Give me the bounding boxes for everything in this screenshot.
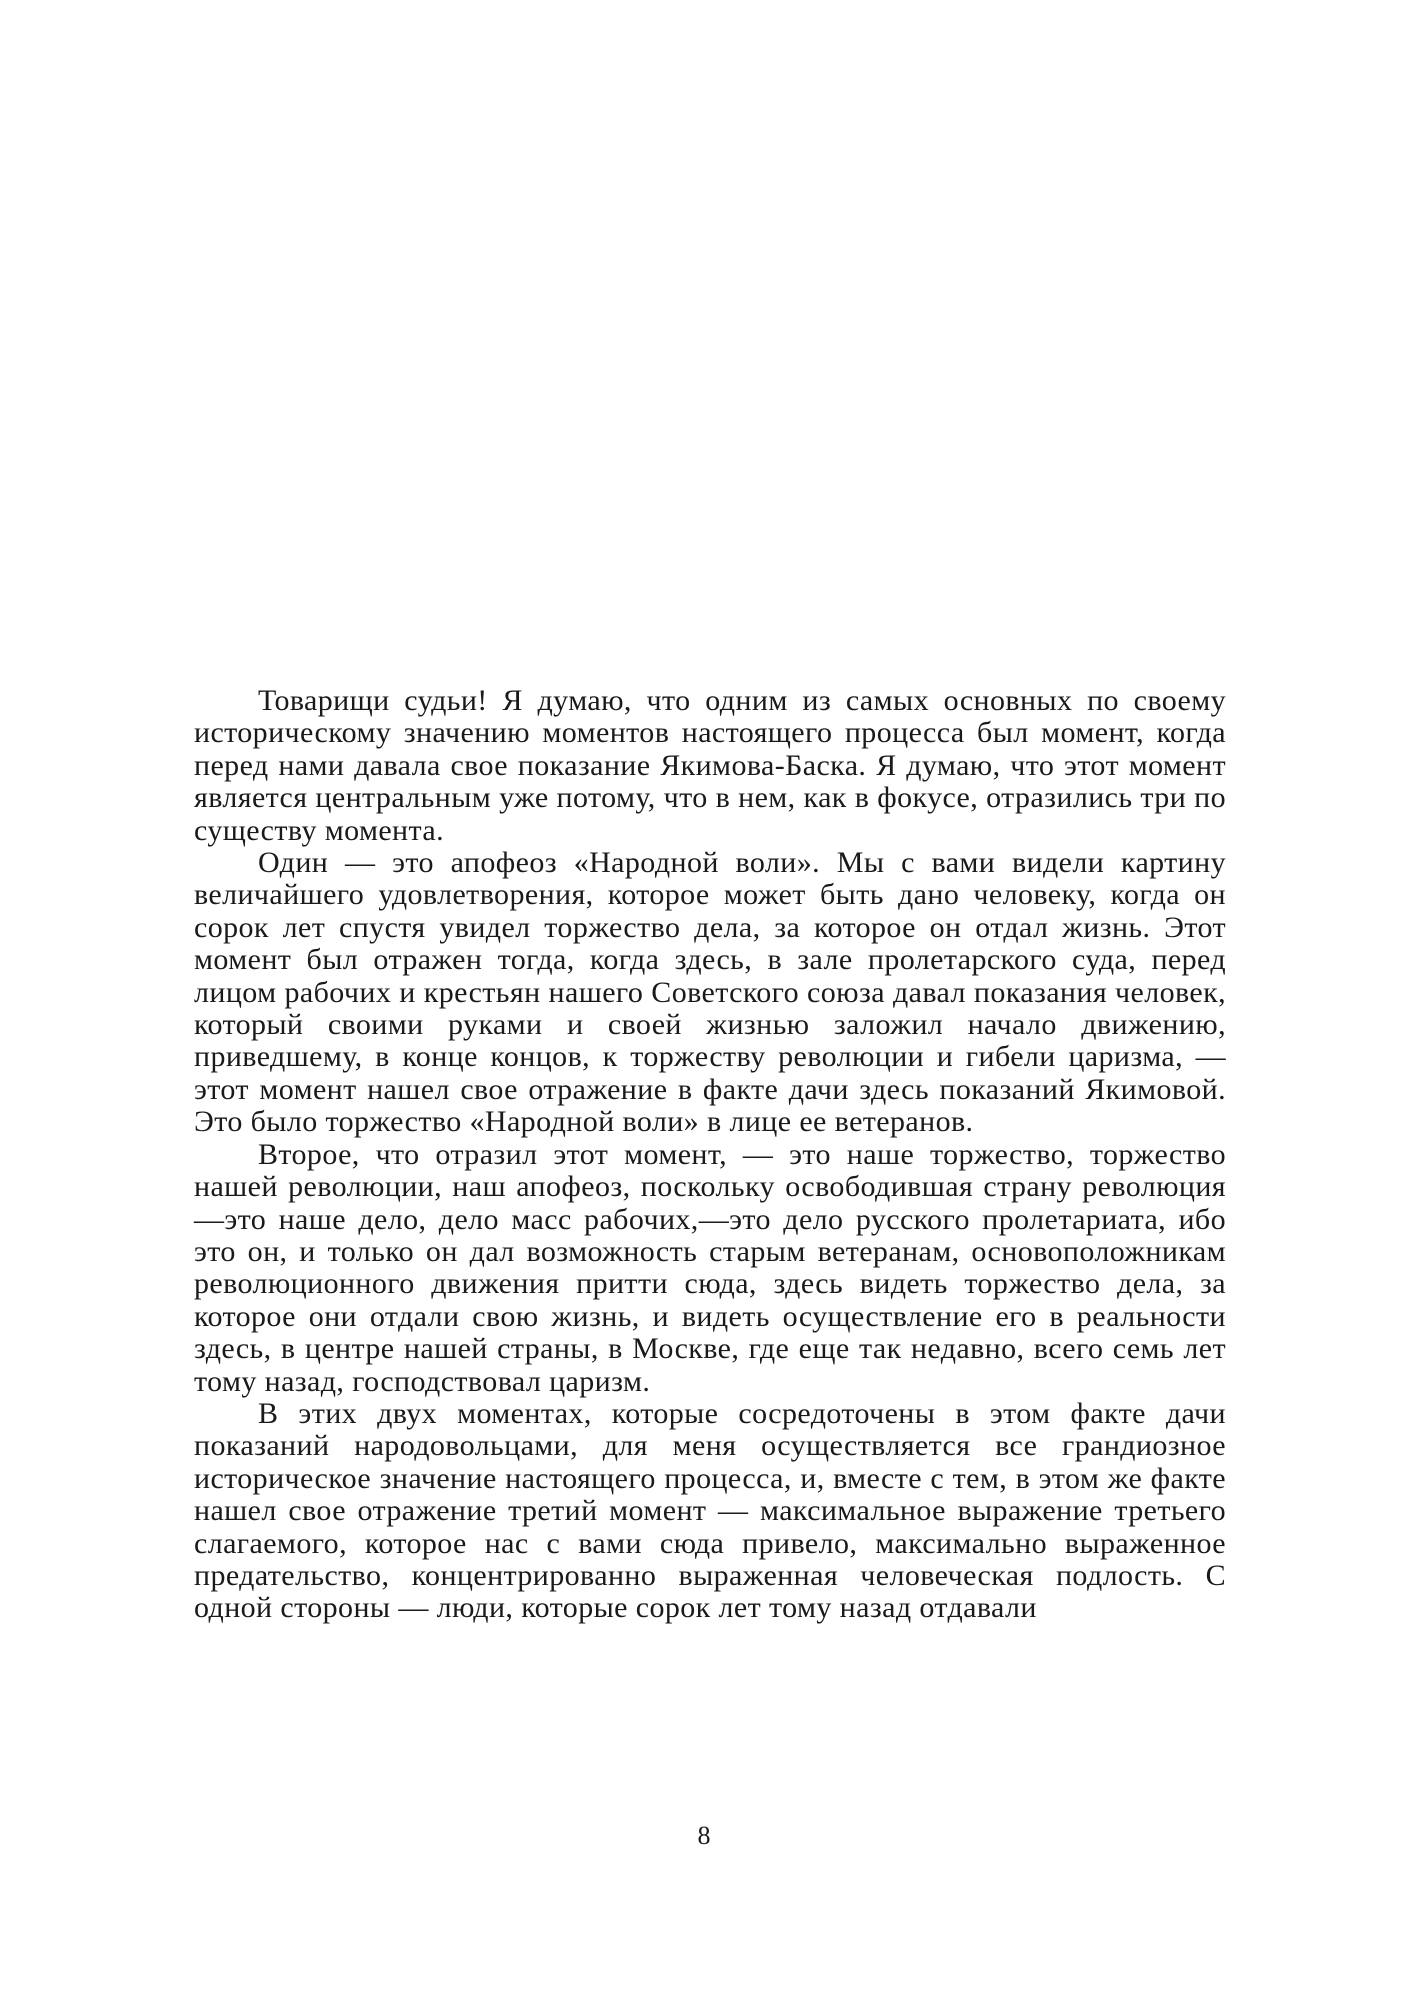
page-number: 8	[697, 1821, 711, 1850]
paragraph-4: В этих двух моментах, которые сосредоточены в этом факте дачи показаний народовольцами, для меня осуществляется все грандиозное историческое значение настоящего процесса, и, вместе с тем, в этом же факте нашел свое отражение третий момент — максимальное выражение третьего слагаемого, которое нас с вами сюда привело, максимально выраженное предательство, концентрированно выраженная человеческая подлость. С одной стороны — люди, которые сорок лет тому назад отдавали	[194, 1396, 1226, 1625]
paragraph-3: Второе, что отразил этот момент, — это наше торжество, торжество нашей революции, наш апофеоз, поскольку освободившая страну революция—это наше дело, дело масс рабочих,—это дело русского пролетариата, ибо это он, и только он дал возможность старым ветеранам, основоположникам революционного движения притти сюда, здесь видеть торжество дела, за которое они отдали свою жизнь, и видеть осуществление его в реальности здесь, в центре нашей страны, в Москве, где еще так недавно, всего семь лет тому назад, господствовал царизм.	[194, 1137, 1226, 1398]
paragraph-1: Товарищи судьи! Я думаю, что одним из самых основных по своему историческому значению моментов настоящего процесса был момент, когда перед нами давала свое показание Якимова-Баска. Я думаю, что этот момент является центральным уже потому, что в нем, как в фокусе, отразились три по существу момента.	[194, 684, 1226, 847]
paragraph-2: Один — это апофеоз «Народной воли». Мы с вами видели картину величайшего удовлетворения, которое может быть дано человеку, когда он сорок лет спустя увидел торжество дела, за которое он отдал жизнь. Этот момент был отражен тогда, когда здесь, в зале пролетарского суда, перед лицом рабочих и крестьян нашего Советского союза давал показания человек, который своими руками и своей жизнью заложил начало движению, приведшему, в конце концов, к торжеству революции и гибели царизма, — этот момент нашел свое отражение в факте дачи здесь показаний Якимовой. Это было торжество «Народной воли» в лице ее ветеранов.	[194, 846, 1226, 1139]
body-text	[194, 685, 1226, 1625]
